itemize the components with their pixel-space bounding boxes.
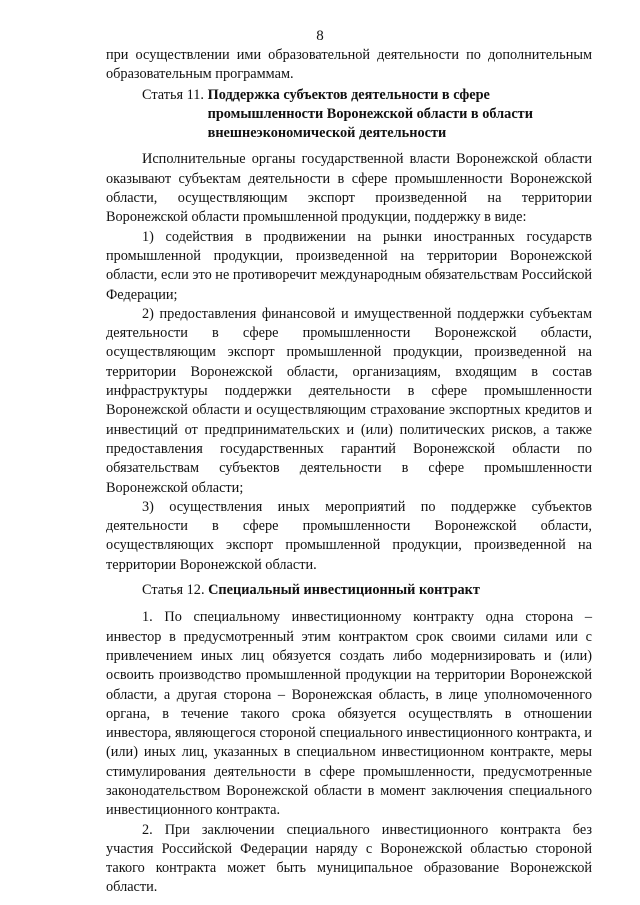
article-11-heading [142, 86, 592, 144]
article-11-item-2: 2) предоставления финансовой и имущественной поддержки субъектам деятельности в сфере промышленности Воронежской области, осуществляющим экспорт промышленной продукции, произведенной на территории Воронежской области, организациям, входящим в состав инфраструктуры поддержки деятельности в сфере промышленности Воронежской области и осуществляющим страхование экспортных кредитов и инвестиций от предпринимательских и (или) политических рисков, а также предоставления государственных гарантий Воронежской области по обязательствам субъектов деятельности в сфере промышленности Воронежской области; [106, 305, 592, 496]
article-12-title: Специальный инвестиционный контракт [208, 582, 480, 599]
article-11-item-3: 3) осуществления иных мероприятий по поддержке субъектов деятельности в сфере промышленности Воронежской области, осуществляющих экспорт промышленной продукции, произведенной на территории Воронежской области. [106, 498, 592, 573]
document-body [106, 46, 592, 898]
article-11-intro: Исполнительные органы государственной власти Воронежской области оказывают субъектам деятельности в сфере промышленности Воронежской области, осуществляющим экспорт произведенной на территории Воронежской области промышленной продукции, поддержку в виде: [106, 151, 592, 226]
article-11-item-1: 1) содействия в продвижении на рынки иностранных государств промышленной продукции, произведенной на территории Воронежской области, если это не противоречит международным обязательствам Российской Федерации; [106, 228, 592, 303]
page-number: 8 [316, 28, 324, 44]
article-11-label: Статья 11. [142, 86, 208, 103]
article-12-label: Статья 12. [142, 582, 209, 599]
article-12-paragraph-1: 1. По специальному инвестиционному контракту одна сторона – инвестор в предусмотренный этим контрактом срок своими силами или с привлечением иных лиц обязуется создать либо модернизировать и (или) освоить производство промышленной продукции на территории Воронежской области, а другая сторона – Воронежская область, в лице уполномоченного органа, в течение такого срока обязуется осуществлять в отношении инвестора, являющегося стороной специального инвестиционного контракта, и (или) иных лиц, указанных в специальном инвестиционном контракте, меры стимулирования деятельности в сфере промышленности, предусмотренные законодательством Воронежской области в момент заключения специального инвестиционного контракта. [106, 609, 592, 819]
continuation-paragraph: при осуществлении ими образовательной деятельности по дополнительным образовательным программам. [106, 47, 592, 83]
article-12-heading [142, 581, 592, 600]
article-11-title: Поддержка субъектов деятельности в сфере промышленности Воронежской области в области внешнеэкономической деятельности [207, 86, 533, 142]
article-12-paragraph-2: 2. При заключении специального инвестиционного контракта без участия Российской Федерации наряду с Воронежской областью стороной такого контракта может быть муниципальное образование Воронежской области. [106, 821, 592, 896]
